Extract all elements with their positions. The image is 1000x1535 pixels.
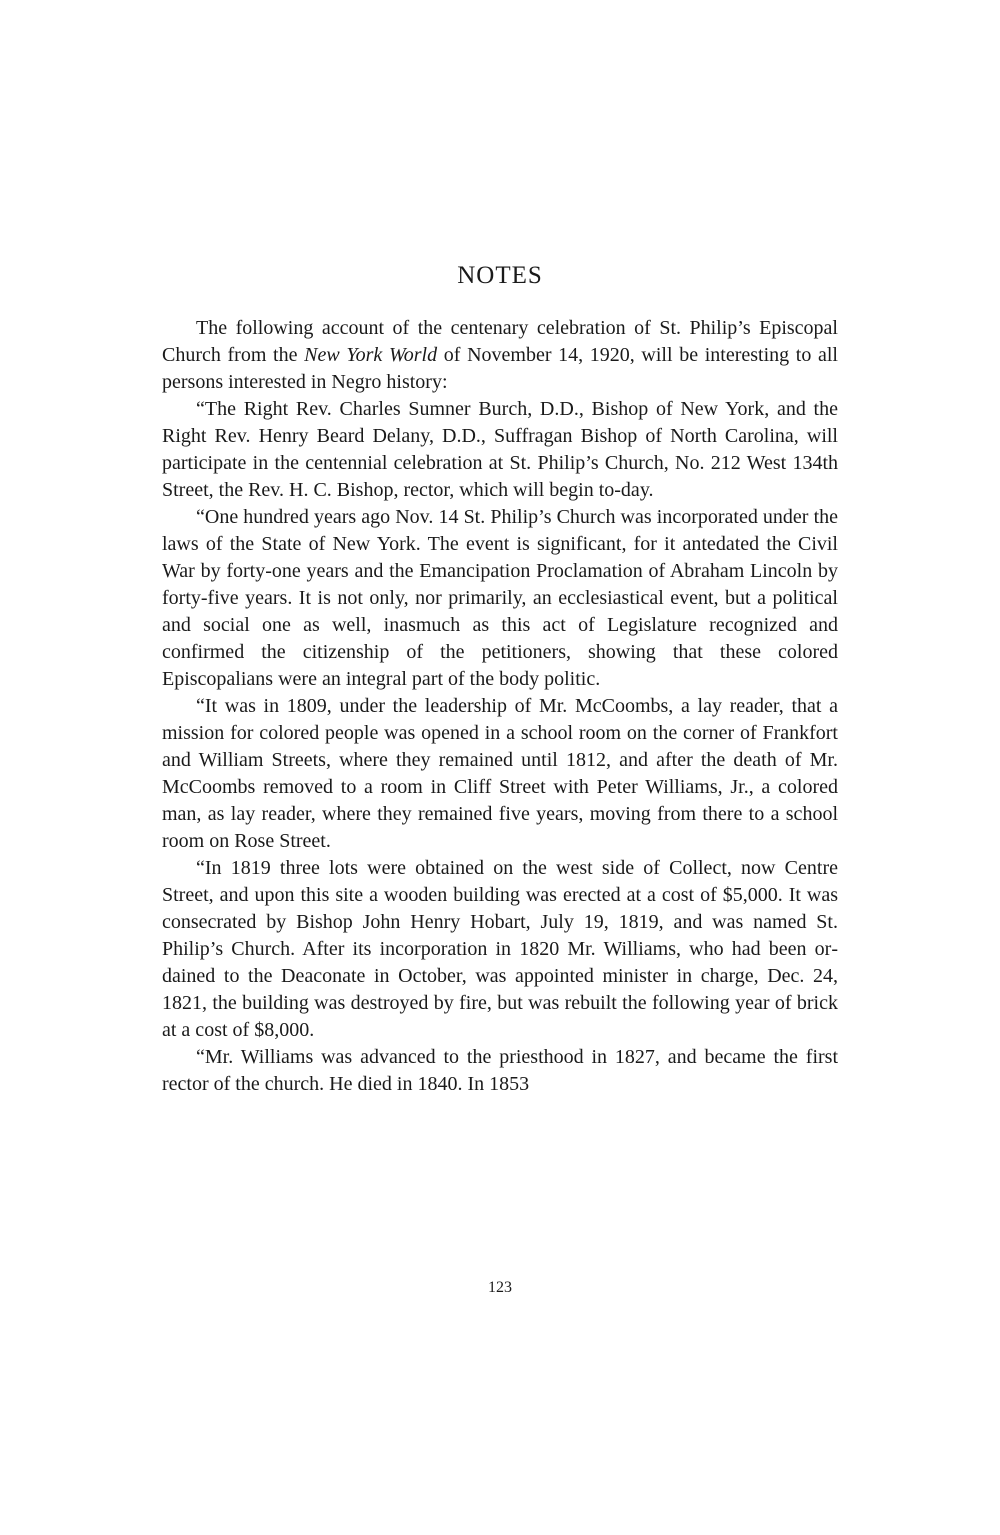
paragraph-incorporation: “One hundred years ago Nov. 14 St. Philip’s Church was incorporated under the laws of the State of New York. The event is significant, for it antedated the Civil War by forty-one years and the Emancipation Proclamation of Abraham Lincoln by forty-five years. It is not only, nor primarily, an ecclesiastical event, but a political and social one as well, inasmuch as this act of Legislature recognized and confirmed the citizenship of the petitioners, showing that these colored Episcopalians were an integral part of the body politic.	[162, 506, 838, 690]
paragraph-mission-history: “It was in 1809, under the leadership of Mr. McCoombs, a lay reader, that a mission for colored people was opened in a school room on the corner of Frankfort and William Streets, where they remained until 1812, and after the death of Mr. McCoombs removed to a room in Cliff Street with Peter Williams, Jr., a colored man, as lay reader, where they remained five years, moving from there to a school room on Rose Street.	[162, 695, 838, 852]
paragraph-intro-text-after: of November 14, 1920, will be interesting to all persons interested in Negro history:	[162, 344, 838, 393]
paragraph-intro	[162, 315, 838, 396]
body-text	[162, 315, 838, 1098]
publication-title: New York World	[304, 344, 438, 366]
paragraph-bishops: “The Right Rev. Charles Sumner Burch, D.D., Bishop of New York, and the Right Rev. Henry Beard Delany, D.D., Suffragan Bishop of North Carolina, will participate in the centennial celebration at St. Philip’s Church, No. 212 West 134th Street, the Rev. H. C. Bishop, rector, which will begin to-day.	[162, 398, 838, 501]
paragraph-church-building: “In 1819 three lots were obtained on the west side of Collect, now Centre Street, and upon this site a wooden building was erected at a cost of $5,000. It was consecrated by Bishop John Henry Hobart, July 19, 1819, and was named St. Philip’s Church. After its incorporation in 1820 Mr. Williams, who had been ordained to the Deaconate in October, was appointed minister in charge, Dec. 24, 1821, the building was destroyed by fire, but was rebuilt the following year of brick at a cost of $8,000.	[162, 857, 838, 1041]
page-title: NOTES	[457, 262, 543, 289]
paragraph-rector: “Mr. Williams was advanced to the priesthood in 1827, and became the first rector of the church. He died in 1840. In 1853	[162, 1046, 838, 1095]
page-number: 123	[488, 1279, 512, 1296]
paragraph-intro-text-before: The following account of the centenary celebration of St. Philip’s Episcopal Church from the	[162, 317, 838, 366]
